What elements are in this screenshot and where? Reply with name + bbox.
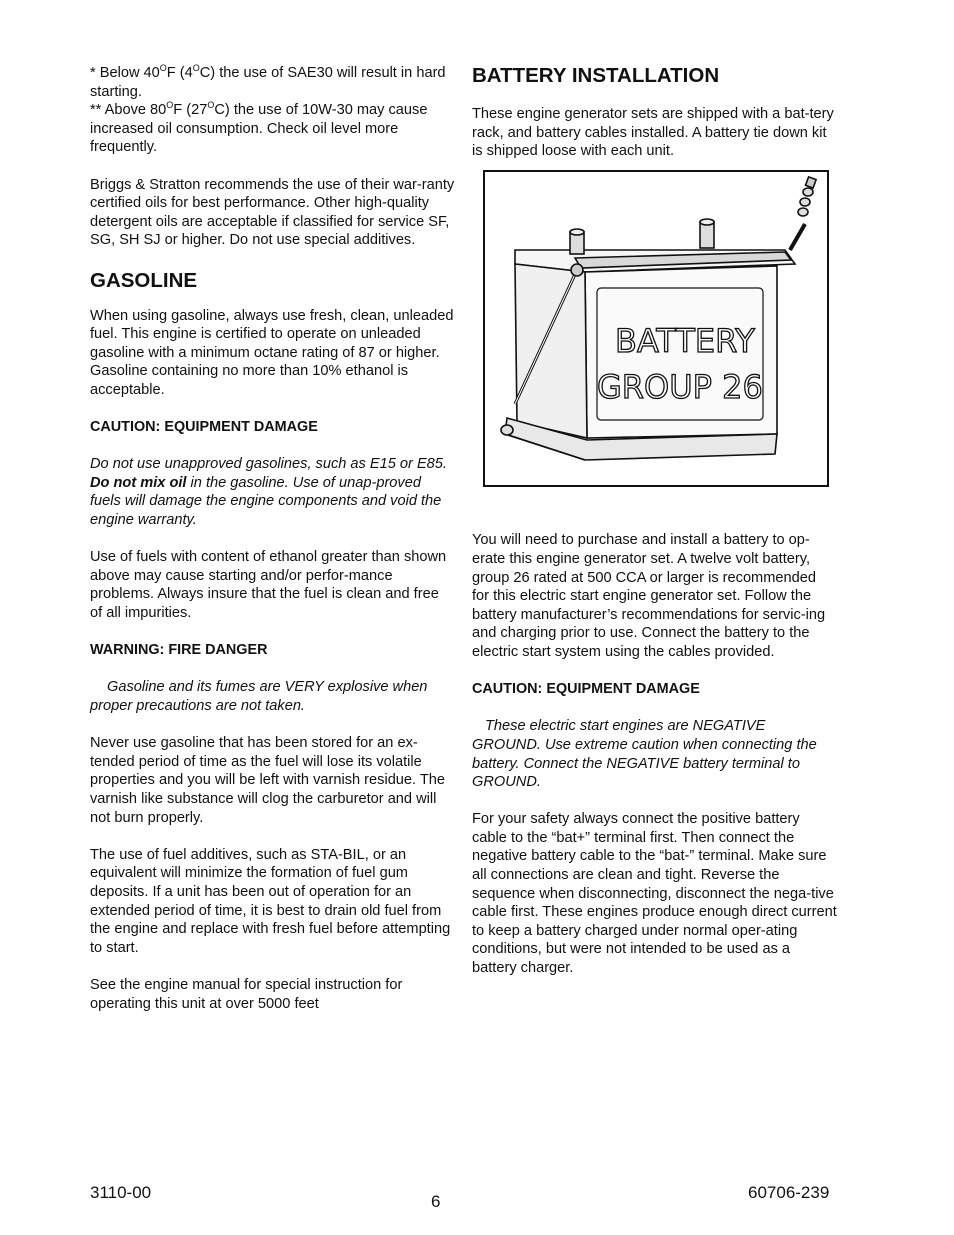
briggs-oil-paragraph: Briggs & Stratton recommends the use of their war-ranty certified oils for best performance. Other high-quality detergent oils are acceptable if classified for service SF, SG, SH SJ or higher. Do not use special additives. — [90, 176, 455, 249]
stored-gasoline-paragraph: Never use gasoline that has been stored for an ex-tended period of time as the fuel will lose its volatile properties and you will be left with varnish residue. The varnish like substance will clog the carburetor and will not burn properly. — [90, 735, 446, 826]
fuel-additives-paragraph: The use of fuel additives, such as STA-BIL, or an equivalent will minimize the formation of fuel gum deposits. If a unit has been out of operation for an extended period of time, it is best to drain old fuel from the engine and replace with fresh fuel before attempting to start. — [90, 846, 451, 956]
left-column — [90, 64, 455, 1032]
purchase-battery-paragraph: You will need to purchase and install a battery to op-erate this engine generator set. A twelve volt battery, group 26 rated at 500 CCA or larger is recommended for this electric start engine generator set. Follow the battery manufacturer’s recommendations for servic-ing and charging prior to use. Connect the battery to the electric start system using the cables provided. — [472, 532, 826, 660]
oil-note-above-80: ** Above $80^OF$ $(27^OC)$ the use of 10W-30 may cause increased oil consumption. Check oil level more frequently. — [90, 100, 428, 156]
altitude-paragraph: See the engine manual for special instruction for operating this unit at over 5000 feet — [90, 976, 403, 1012]
page-number: 6 — [431, 1192, 441, 1211]
figure-label-battery: BATTERY — [615, 322, 755, 360]
warning-text-fire: Gasoline and its fumes are VERY explosive when proper precautions are not taken. — [90, 679, 428, 714]
gasoline-paragraph: When using gasoline, always use fresh, clean, unleaded fuel. This engine is certified to operate on unleaded gasoline with a minimum octane rating of 87 or higher. Gasoline containing no more than 10% ethanol is acceptable. — [90, 307, 454, 398]
footer-right-code: 60706-239 — [748, 1183, 830, 1202]
figure-label-group: GROUP 26 — [597, 368, 763, 406]
battery-illustration — [485, 172, 827, 485]
ethanol-paragraph: Use of fuels with content of ethanol greater than shown above may cause starting and/or perfor-mance problems. Always insure that the fuel is clean and free of all impurities. — [90, 549, 447, 622]
caution-label-battery: CAUTION: EQUIPMENT DAMAGE — [472, 681, 700, 698]
warning-label-fire: WARNING: FIRE DANGER — [90, 642, 268, 659]
footer-left-code: 3110-00 — [90, 1183, 152, 1202]
gasoline-heading: GASOLINE — [90, 268, 198, 292]
safety-paragraph: For your safety always connect the positive battery cable to the “bat+” terminal first. Then connect the negative battery cable to the “bat-” terminal. Make sure all connections are clean and tight. Reverse the sequence when disconnecting, disconnect the nega-tive cable first. These engines produce enough direct current to keep a battery charged under normal oper-ating conditions, but were not intended to be used as a battery charger. — [472, 811, 837, 977]
caution-text-gasoline: Do not use unapproved gasolines, such as E15 or E85. Do not mix oil in the gasoline. Use of unap-proved fuels will damage the engine components and void the engine warranty. — [90, 456, 447, 529]
battery-installation-heading: BATTERY INSTALLATION — [472, 64, 720, 87]
caution-label-gasoline: CAUTION: EQUIPMENT DAMAGE — [90, 419, 318, 436]
caution-text-battery: These electric start engines are NEGATIVE GROUND. Use extreme caution when connecting the battery. Connect the NEGATIVE battery terminal to GROUND. — [472, 718, 817, 791]
battery-figure — [483, 170, 829, 487]
oil-note-below-40: * Below $40^OF$ $(4^OC)$ the use of SAE30 will result in hard starting. — [90, 63, 446, 100]
shipped-paragraph: These engine generator sets are shipped with a bat-tery rack, and battery cables installed. A battery tie down kit is shipped loose with each unit. — [472, 106, 834, 160]
